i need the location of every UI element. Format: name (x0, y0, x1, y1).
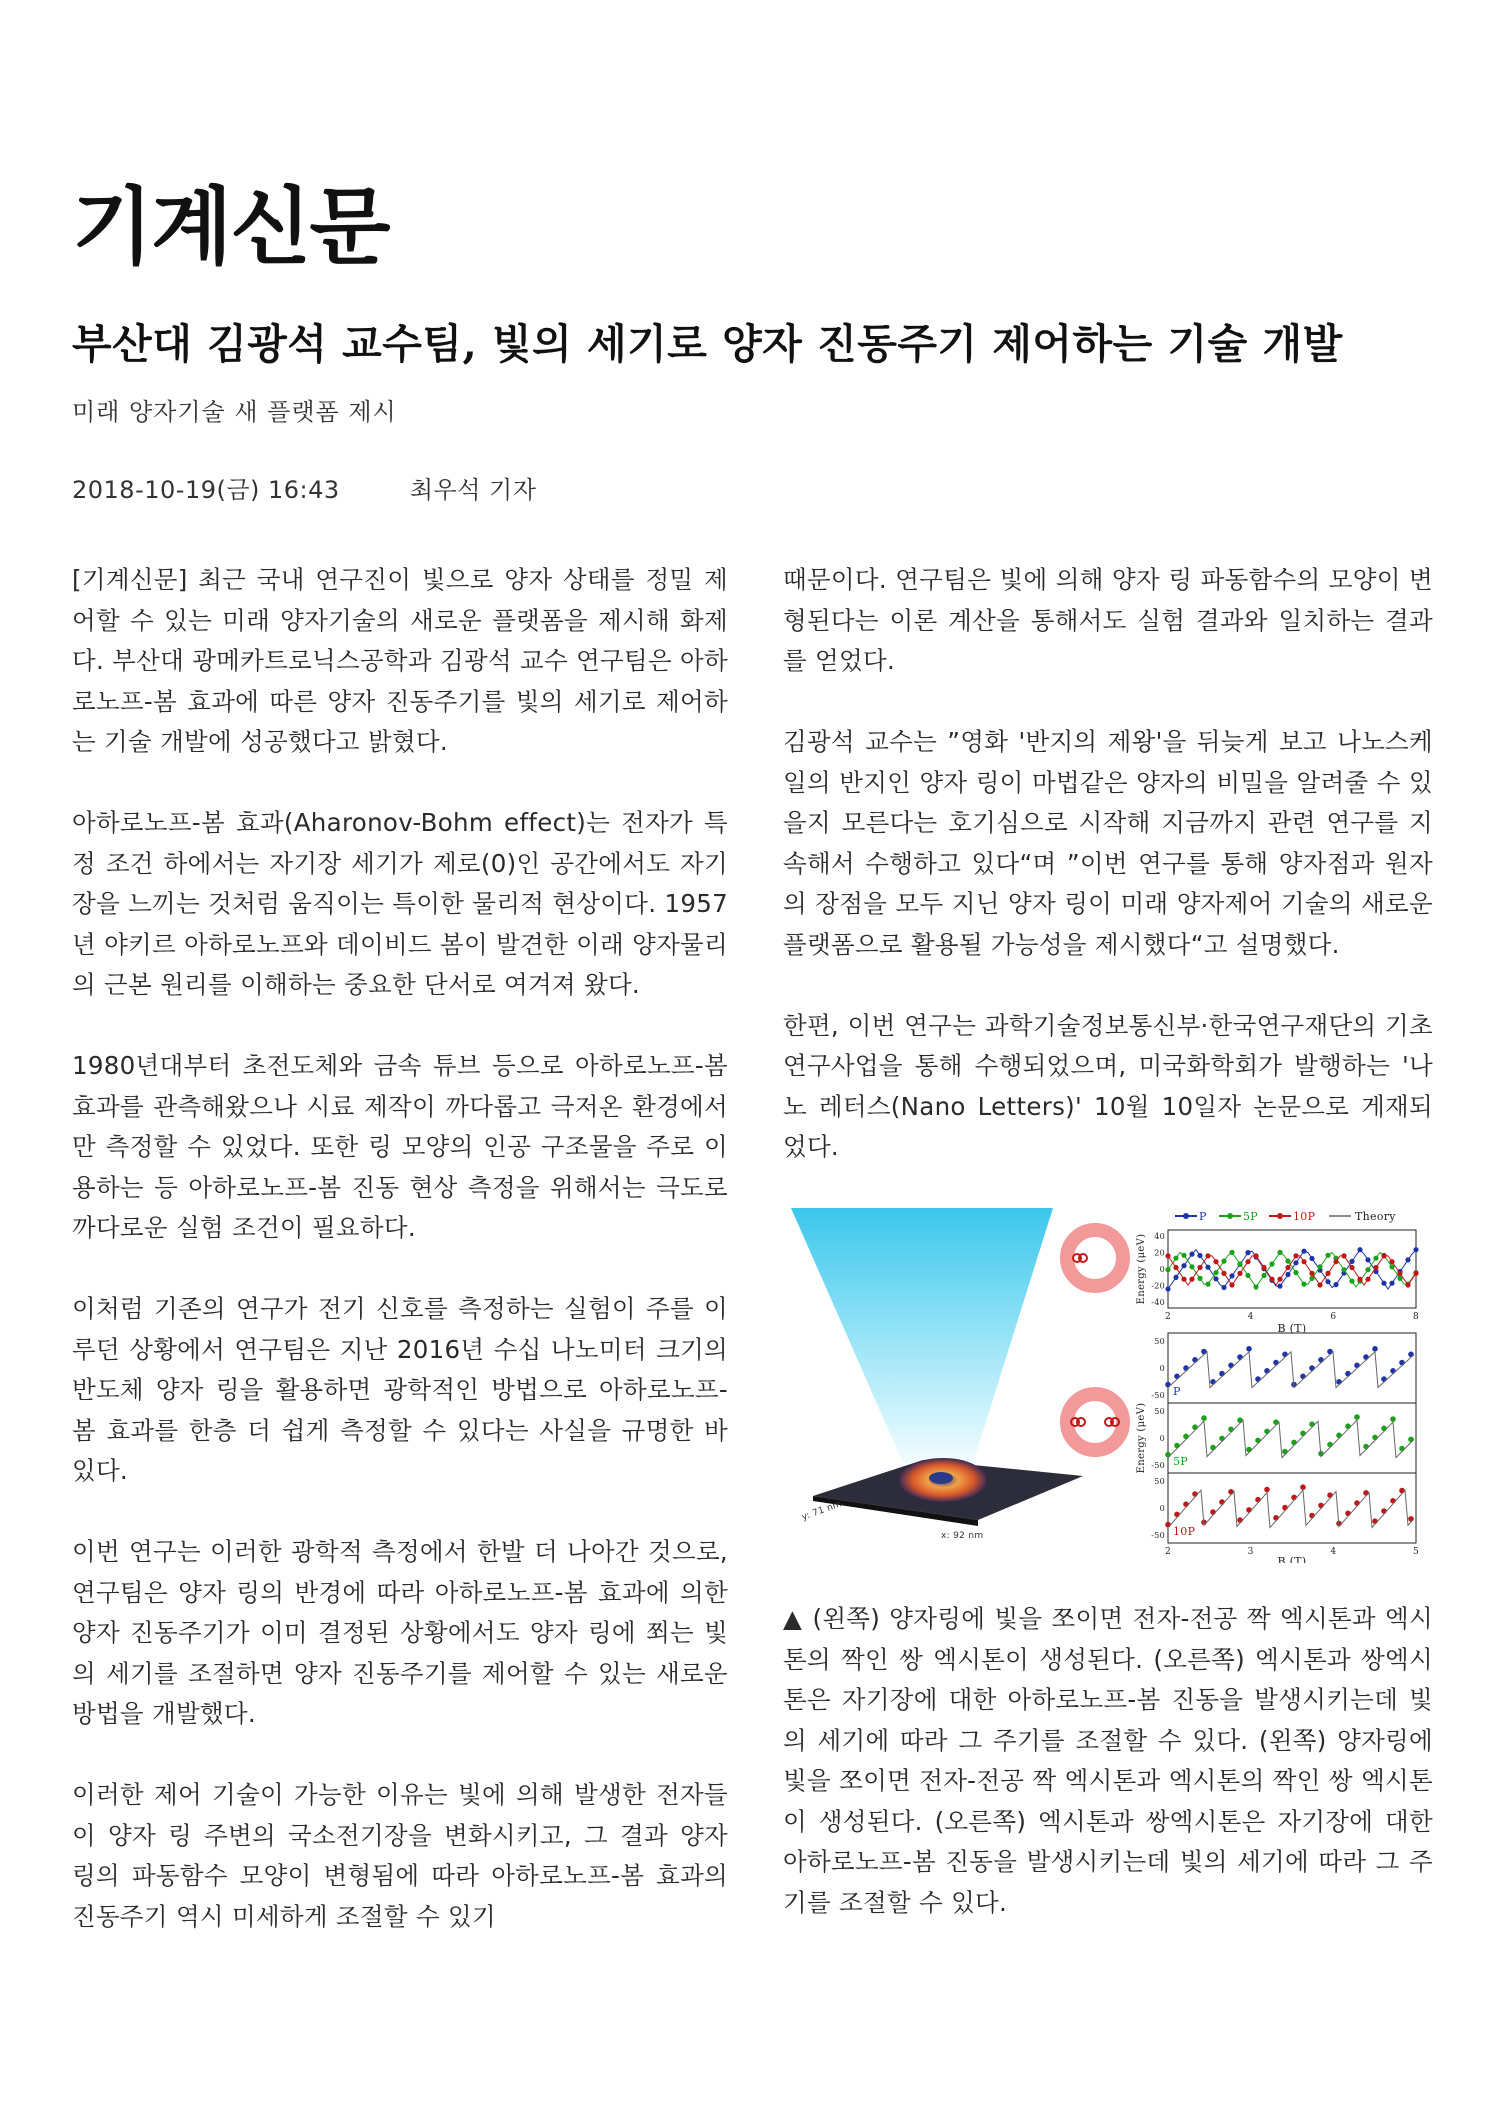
data-point (1210, 1509, 1216, 1515)
data-point (1318, 1503, 1324, 1509)
x-tick-label: 2 (1164, 1547, 1172, 1557)
data-point (1264, 1429, 1270, 1435)
y-tick-label: 50 (1154, 1407, 1165, 1416)
body-paragraph: 때문이다. 연구팀은 빛에 의해 양자 링 파동함수의 모양이 변형된다는 이론 계산을 통해서도 실험 결과와 일치하는 결과를 얻었다. (783, 565, 1433, 675)
panel-label: 5P (1173, 1455, 1188, 1468)
data-point (1174, 1443, 1180, 1449)
data-point (1282, 1352, 1288, 1358)
data-point (1309, 1421, 1315, 1427)
data-point (1408, 1437, 1414, 1443)
data-point (1399, 1488, 1405, 1494)
body-paragraph: 한편, 이번 연구는 과학기술정보통신부·한국연구재단의 기초연구사업을 통해 수행되었으며, 미국화학회가 발행하는 '나노 레터스(Nano Letters)' 10월 10일자 논문으로 게재되었다. (783, 1010, 1433, 1161)
body-paragraph: [기계신문] 최근 국내 연구진이 빛으로 양자 상태를 정밀 제어할 수 있는 미래 양자기술의 새로운 플랫폼을 제시해 화제다. 부산대 광메카트로닉스공학과 김광석 교수 연구팀은 아하로노프-봄 효과에 따른 양자 진동주기를 빛의 세기로 제어하는 기술 개발에 성공했다고 밝혔다. (72, 565, 728, 756)
body-paragraph: 이번 연구는 이러한 광학적 측정에서 한발 더 나아간 것으로, 연구팀은 양자 링의 반경에 따라 아하로노프-봄 효과에 의한 양자 진동주기가 이미 결정된 상황에서도 양자 링에 쬐는 빛의 세기를 조절하면 양자 진동주기를 제어할 수 있는 새로운 방법을 개발했다. (72, 1537, 728, 1728)
data-point (1246, 1507, 1252, 1513)
biexciton-ring (1067, 1394, 1123, 1450)
body-paragraph: 이러한 제어 기술이 가능한 이유는 빛에 의해 발생한 전자들이 양자 링 주변의 국소전기장을 변화시키고, 그 결과 양자 링의 파동함수 모양이 변형됨에 따라 아하로노프-봄 효과의 진동주기 역시 미세하게 조절할 수 있기 (72, 1780, 728, 1931)
reporter-name: 최우석 기자 (409, 476, 537, 504)
data-point (1381, 1376, 1387, 1382)
data-point (1165, 1382, 1171, 1388)
energy-chart-bottom (1136, 1333, 1419, 1563)
data-point (1246, 1346, 1252, 1352)
data-point (1327, 1442, 1333, 1448)
data-point (1363, 1444, 1369, 1450)
x-tick-label: 5 (1412, 1547, 1420, 1557)
chart-legend (1175, 1210, 1396, 1223)
light-beam (791, 1208, 1053, 1463)
x-tick-label: 8 (1412, 1312, 1420, 1322)
data-point (1345, 1511, 1351, 1517)
y-tick-label: 20 (1154, 1248, 1165, 1258)
x-tick-label: 4 (1247, 1312, 1254, 1322)
data-point (1354, 1500, 1360, 1506)
data-point (1273, 1515, 1279, 1521)
legend-10p: 10P (1293, 1210, 1316, 1223)
energy-chart-top (1136, 1230, 1419, 1335)
data-point (1183, 1434, 1189, 1440)
article-meta (72, 470, 536, 505)
data-point (1237, 1354, 1243, 1360)
data-point (1390, 1368, 1396, 1374)
data-point (1201, 1349, 1207, 1355)
data-point (1246, 1447, 1252, 1453)
data-point (1345, 1371, 1351, 1377)
data-point (1309, 1365, 1315, 1371)
y-tick-label: 50 (1154, 1337, 1165, 1346)
x-axis-label: B (T) (1277, 1322, 1307, 1335)
data-point (1192, 1357, 1198, 1363)
y-tick-label: -50 (1151, 1531, 1165, 1540)
data-point (1291, 1495, 1297, 1501)
data-point (1183, 1365, 1189, 1371)
y-tick-label: 0 (1159, 1504, 1165, 1513)
data-point (1165, 1522, 1171, 1528)
data-point (1237, 1517, 1243, 1523)
series-line (1168, 1250, 1416, 1289)
axis-label-x-nm: x: 92 nm (941, 1531, 984, 1541)
data-point (1210, 1445, 1216, 1451)
theory-line (1168, 1420, 1414, 1458)
data-point (1408, 1516, 1414, 1522)
x-tick-label: 3 (1247, 1547, 1254, 1557)
data-point (1183, 1501, 1189, 1507)
data-point (1327, 1492, 1333, 1498)
article-column-right (783, 560, 1433, 1964)
data-point (1255, 1376, 1261, 1382)
y-tick-label: -40 (1151, 1298, 1165, 1307)
y-tick-label: -50 (1151, 1391, 1165, 1400)
data-point (1300, 1374, 1306, 1380)
data-point (1255, 1497, 1261, 1503)
data-point (1300, 1431, 1306, 1437)
y-tick-label: 40 (1154, 1232, 1165, 1241)
data-point (1372, 1346, 1378, 1352)
body-paragraph: 아하로노프-봄 효과(Aharonov-Bohm effect)는 전자가 특정 조건 하에서는 자기장 세기가 제로(0)인 공간에서도 자기장을 느끼는 것처럼 움직이는 특이한 물리적 현상이다. 1957년 야키르 아하로노프와 데이비드 봄이 발견한 이래 양자물리의 근본 원리를 이해하는 중요한 단서로 여겨져 왔다. (72, 808, 728, 999)
data-point (1363, 1490, 1369, 1496)
data-point (1273, 1360, 1279, 1366)
data-point (1201, 1415, 1207, 1421)
data-point (1327, 1349, 1333, 1355)
panel-label: P (1173, 1385, 1181, 1398)
x-axis-label: B (T) (1277, 1555, 1307, 1563)
data-point (1291, 1440, 1297, 1446)
data-point (1228, 1427, 1234, 1433)
data-point (1282, 1505, 1288, 1511)
data-point (1219, 1499, 1225, 1505)
x-tick-label: 4 (1330, 1547, 1337, 1557)
data-point (1354, 1363, 1360, 1369)
y-axis-label: Energy (μeV) (1136, 1233, 1147, 1305)
article-headline: 부산대 김광석 교수팀, 빛의 세기로 양자 진동주기 제어하는 기술 개발 (72, 320, 1343, 368)
data-point (1399, 1446, 1405, 1452)
publish-date: 2018-10-19(금) 16:43 (72, 476, 340, 504)
data-point (1336, 1433, 1342, 1439)
data-point (1336, 1379, 1342, 1385)
data-point (1264, 1487, 1270, 1493)
body-paragraph: 김광석 교수는 ”영화 '반지의 제왕'을 뒤늦게 보고 나노스케일의 반지인 양자 링이 마법같은 양자의 비밀을 알려줄 수 있을지 모른다는 호기심으로 시작해 지금까지 관련 연구를 지속해서 수행하고 있다“며 ”이번 연구를 통해 양자점과 원자의 장점을 모두 지닌 양자 링이 미래 양자제어 기술의 새로운 플랫폼으로 활용될 가능성을 제시했다“고 설명했다. (783, 727, 1433, 959)
y-tick-label: 0 (1159, 1364, 1165, 1373)
x-tick-label: 6 (1330, 1312, 1337, 1322)
article-figure (783, 1208, 1433, 1563)
chart-panel-frame (1168, 1473, 1416, 1543)
data-point (1192, 1424, 1198, 1430)
figure-caption: ▲ (왼쪽) 양자링에 빛을 쪼이면 전자-전공 짝 엑시톤과 엑시톤의 짝인 쌍 엑시톤이 생성된다. (오른쪽) 엑시톤과 쌍엑시톤은 자기장에 대한 아하로노프-봄 진동을 발생시키는데 빛의 세기에 따라 그 주기를 조절할 수 있다. (왼쪽) 양자링에 빛을 쪼이면 전자-전공 짝 엑시톤과 엑시톤의 짝인 쌍 엑시톤이 생성된다. (오른쪽) 엑시톤과 쌍엑시톤은 자기장에 대한 아하로노프-봄 진동을 발생시키는데 빛의 세기에 따라 그 주기를 조절할 수 있다. (783, 1604, 1433, 1917)
data-point (1219, 1371, 1225, 1377)
data-point (1192, 1491, 1198, 1497)
y-axis-label: Energy (μeV) (1136, 1402, 1147, 1474)
data-point (1354, 1414, 1360, 1420)
data-point (1264, 1368, 1270, 1374)
data-point (1210, 1379, 1216, 1385)
data-point (1282, 1449, 1288, 1455)
data-point (1345, 1423, 1351, 1429)
series-line (1168, 1252, 1416, 1287)
data-point (1372, 1435, 1378, 1441)
series-line (1168, 1256, 1416, 1285)
axis-label-y-nm: y: 71 nm (800, 1499, 844, 1523)
data-point (1363, 1354, 1369, 1360)
body-paragraph: 이처럼 기존의 연구가 전기 신호를 측정하는 실험이 주를 이루던 상황에서 연구팀은 지난 2016년 수십 나노미터 크기의 반도체 양자 링을 활용하면 광학적인 방법으로 아하로노프-봄 효과를 한층 더 쉽게 측정할 수 있다는 사실을 규명한 바 있다. (72, 1294, 728, 1485)
data-point (1255, 1438, 1261, 1444)
ring-core (929, 1472, 953, 1484)
theory-line (1168, 1352, 1414, 1388)
data-point (1228, 1489, 1234, 1495)
panel-label: 10P (1173, 1525, 1196, 1538)
data-point (1381, 1508, 1387, 1514)
masthead-logo: 기계신문 (72, 178, 389, 276)
data-point (1228, 1363, 1234, 1369)
y-tick-label: 50 (1154, 1477, 1165, 1486)
data-point (1219, 1436, 1225, 1442)
y-tick-label: 0 (1159, 1265, 1165, 1274)
data-point (1399, 1360, 1405, 1366)
data-point (1390, 1416, 1396, 1422)
article-column-left (72, 560, 728, 1937)
quantum-ring-figure (783, 1208, 1433, 1563)
data-point (1237, 1417, 1243, 1423)
data-point (1390, 1498, 1396, 1504)
y-tick-label: -20 (1151, 1281, 1165, 1291)
legend-p: P (1199, 1210, 1207, 1223)
data-point (1300, 1484, 1306, 1490)
data-point (1174, 1512, 1180, 1518)
y-tick-label: -50 (1151, 1461, 1165, 1470)
exciton-ring (1067, 1230, 1123, 1286)
legend-5p: 5P (1243, 1210, 1258, 1223)
data-point (1381, 1426, 1387, 1432)
data-point (1174, 1374, 1180, 1380)
legend-theory: Theory (1355, 1210, 1396, 1223)
y-tick-label: 0 (1159, 1434, 1165, 1443)
x-tick-label: 2 (1164, 1312, 1172, 1322)
data-point (1408, 1352, 1414, 1358)
data-point (1372, 1518, 1378, 1524)
body-paragraph: 1980년대부터 초전도체와 금속 튜브 등으로 아하로노프-봄 효과를 관측해왔으나 시료 제작이 까다롭고 극저온 환경에서만 측정할 수 있었다. 또한 링 모양의 인공 구조물을 주로 이용하는 등 아하로노프-봄 진동 현상 측정을 위해서는 극도로 까다로운 실험 조건이 필요하다. (72, 1051, 728, 1242)
data-point (1165, 1452, 1171, 1458)
data-point (1309, 1513, 1315, 1519)
data-point (1273, 1419, 1279, 1425)
data-point (1318, 1357, 1324, 1363)
article-subtitle: 미래 양자기술 새 플랫폼 제시 (72, 398, 397, 426)
